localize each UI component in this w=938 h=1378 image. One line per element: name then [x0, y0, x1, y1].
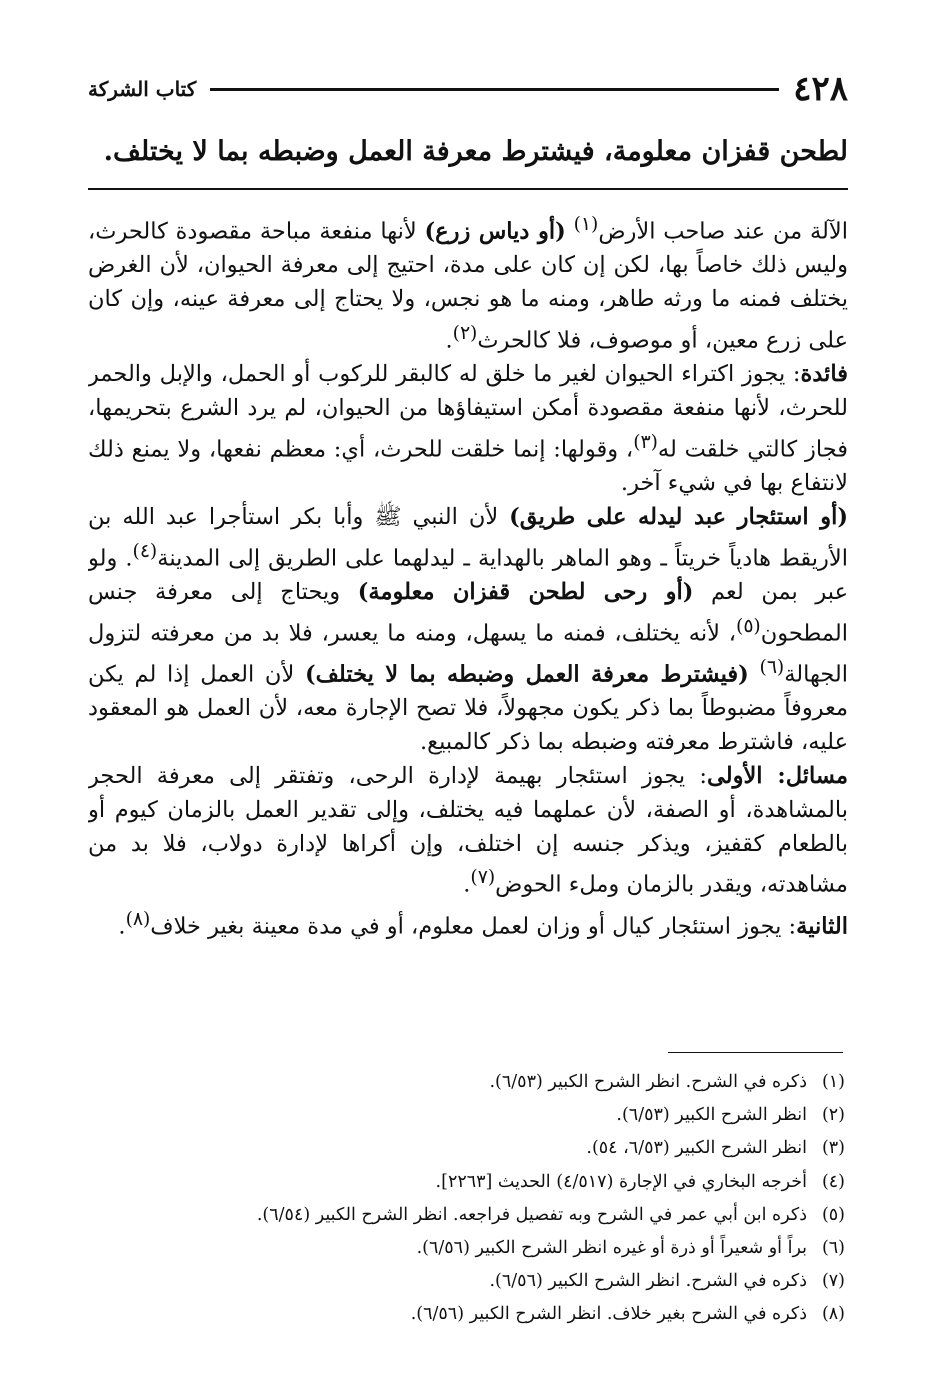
- text-run: ، وقولها: إنما خلقت للحرث، أي: معظم نفعها، ولا يمنع ذلك لانتفاع بها في شيء آخر.: [88, 436, 848, 497]
- text-run: [566, 219, 574, 245]
- matn-text: لطحن قفزان معلومة، فيشترط معرفة العمل وضبطه بما لا يختلف.: [103, 136, 848, 167]
- footnote-text: براً أو شعيراً أو ذرة أو غيره انظر الشرح الكبير (٦/٥٦).: [416, 1238, 807, 1259]
- footnote-number: (٣): [821, 1138, 845, 1159]
- paragraph-4: [88, 760, 848, 903]
- matn-quote: (فيشترط معرفة العمل وضبطه بما لا يختلف): [304, 661, 749, 688]
- footnote-text: انظر الشرح الكبير (٦/٥٣، ٥٤).: [586, 1138, 807, 1159]
- matn-quote: (أو دياس زرع): [424, 218, 566, 245]
- footnote-text: ذكره في الشرح. انظر الشرح الكبير (٦/٥٣).: [489, 1072, 807, 1092]
- footnote-ref-6[interactable]: (٦): [759, 657, 785, 679]
- text-run: .: [463, 871, 471, 898]
- page-number: ٤٢٨: [793, 69, 848, 109]
- text-run: : يجوز استئجار كيال أو وزان لعمل معلوم، أو في مدة معينة بغير خلاف: [150, 913, 797, 940]
- text-run: : يجوز اكتراء الحيوان لغير ما خلق له كالبقر للركوب أو الحمل، والإبل والحمر للحرث، لأنها منفعة مقصودة أمكن استيفاؤها من الحيوان، لم يرد الشرع بتحريمها، فجاز كالتي خلقت له: [88, 361, 848, 463]
- matn-separator: [88, 188, 848, 190]
- text-run: : يجوز استئجار بهيمة لإدارة الرحى، وتفتقر إلى معرفة الحجر بالمشاهدة، أو الصفة، لأن عملهما فيه يختلف، وإلى تقدير العمل بالزمان كيوم أو بالطعام كقفيز، ويذكر جنسه إن اختلف، وإن أكراها لإدارة دولاب، فلا بد من مشاهدته، ويقدر بالزمان وملء الحوض: [88, 762, 848, 898]
- section-label: فائدة: [800, 361, 848, 388]
- paragraph-2: [88, 358, 848, 501]
- footnote-text: أخرجه البخاري في الإجارة (٤/٥١٧) الحديث [٢٢٦٣].: [435, 1171, 807, 1192]
- footnote: [88, 1199, 845, 1232]
- footnote-text: ذكره في الشرح بغير خلاف. انظر الشرح الكبير (٦/٥٦).: [410, 1304, 807, 1325]
- footnote-number: (١): [821, 1072, 845, 1092]
- footnote: [88, 1166, 845, 1199]
- paragraph-3: [88, 501, 848, 760]
- footnote-text: ذكره في الشرح. انظر الشرح الكبير (٦/٥٦).: [489, 1271, 807, 1292]
- paragraph-5: [88, 903, 848, 944]
- paragraph-1: [88, 208, 848, 358]
- footnote-number: (٨): [821, 1304, 845, 1325]
- footnote-separator: [668, 1052, 843, 1053]
- footnote-text: انظر الشرح الكبير (٦/٥٣).: [616, 1105, 807, 1126]
- footnote: [88, 1298, 845, 1331]
- footnote-number: (٢): [821, 1105, 845, 1126]
- text-run: .: [118, 913, 126, 940]
- matn-quote: (أو رحى لطحن قفزان معلومة): [357, 578, 694, 605]
- footnote-number: (٥): [821, 1204, 845, 1225]
- footnote: [88, 1099, 845, 1132]
- footnote: [88, 1265, 845, 1298]
- footnote-ref-7[interactable]: (٧): [470, 867, 496, 889]
- footnote-ref-4[interactable]: (٤): [132, 540, 158, 562]
- footnotes: [88, 1066, 845, 1332]
- commentary-body: [88, 208, 848, 1028]
- footnote: [88, 1132, 845, 1165]
- footnote-ref-5[interactable]: (٥): [736, 615, 761, 637]
- footnote-number: (٧): [821, 1271, 845, 1292]
- footnote-number: (٤): [821, 1171, 845, 1192]
- footnote-text: ذكره ابن أبي عمر في الشرح وبه تفصيل فراجعه. انظر الشرح الكبير (٦/٥٤).: [256, 1204, 807, 1225]
- text-run: لأن العمل إذا لم يكن معروفاً مضبوطاً بما ذكر يكون مجهولاً، فلا تصح الإجارة معه، لأن العمل هو المعقود عليه، فاشترط معرفته وضبطه بما ذكر كالمبيع.: [88, 661, 848, 756]
- footnote-number: (٦): [821, 1238, 845, 1259]
- footnote: [88, 1232, 845, 1265]
- text-run: ، لأنه يختلف، فمنه ما يسهل، ومنه ما يعسر، فلا بد من معرفته لتزول الجهالة: [88, 620, 848, 688]
- footnote-ref-2[interactable]: (٢): [452, 322, 478, 344]
- text-run: .: [445, 327, 453, 354]
- section-label: الثانية: [796, 913, 848, 940]
- header-rule: [210, 88, 779, 91]
- text-run: [749, 662, 760, 688]
- footnote-ref-8[interactable]: (٨): [125, 908, 151, 930]
- footnote: [88, 1066, 845, 1099]
- matn-quote: (أو استئجار عبد ليدله على طريق): [509, 503, 848, 530]
- text-run: لأن النبي ﷺ وأبا بكر استأجرا عبد الله بن الأريقط هادياً خريتاً ـ وهو الماهر بالهداية ـ ليدلهما على الطريق إلى المدينة: [88, 503, 848, 572]
- text-run: ويحتاج إلى معرفة جنس المطحون: [88, 578, 848, 647]
- text-run: الآلة من عند صاحب الأرض: [598, 218, 848, 245]
- text-run: . ولو عبر بمن لعم: [88, 545, 848, 605]
- footnote-ref-3[interactable]: (٣): [633, 431, 658, 453]
- text-run: لأنها منفعة مباحة مقصودة كالحرث، وليس ذلك خاصاً بها، لكن إن كان على مدة، احتيج إلى معرفة الحيوان، لأن الغرض يختلف فمنه ما ورثه طاهر، ومنه ما هو نجس، ولا يحتاج إلى معرفة عينه، وإن كان على زرع معين، أو موصوف، فلا كالحرث: [88, 218, 848, 354]
- section-label: مسائل: الأولى: [706, 762, 848, 789]
- book-title: كتاب الشركة: [88, 77, 197, 101]
- footnote-ref-1[interactable]: (١): [573, 214, 599, 235]
- running-header: [88, 64, 848, 114]
